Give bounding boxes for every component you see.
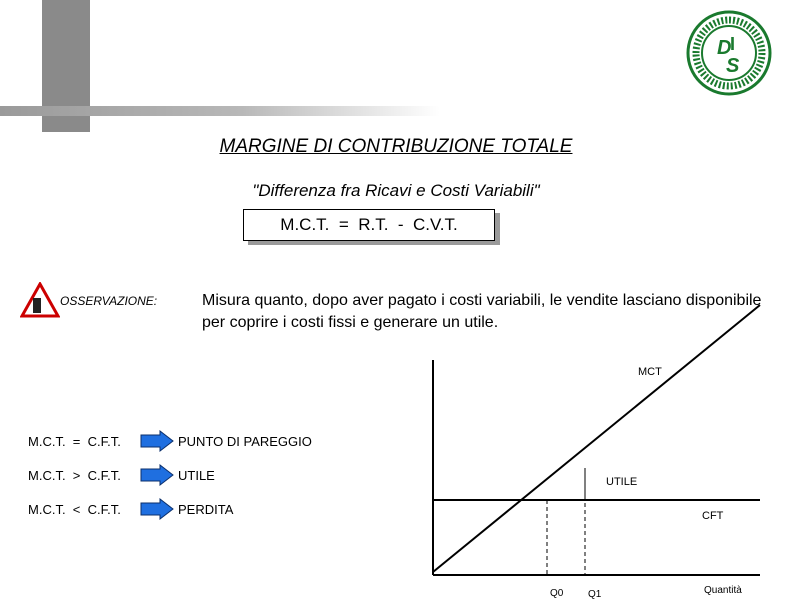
page-subtitle: "Differenza fra Ricavi e Costi Variabili" xyxy=(252,181,540,200)
observation-text: Misura quanto, dopo aver pagato i costi variabili, le vendite lasciano disponibile per coprire i costi fissi e generare un utile. xyxy=(202,292,762,331)
rule-result: UTILE xyxy=(178,468,215,483)
formula-box: M.C.T. = R.T. - C.V.T. xyxy=(243,209,495,241)
svg-text:D: D xyxy=(717,37,732,59)
page-title: MARGINE DI CONTRIBUZIONE TOTALE xyxy=(219,136,573,157)
x-tick-q1: Q1 xyxy=(588,589,602,600)
svg-text:S: S xyxy=(726,55,740,77)
x-tick-q0: Q0 xyxy=(550,588,564,599)
x-axis-label: Quantità xyxy=(704,585,742,596)
observation-label: OSSERVAZIONE: xyxy=(60,294,158,308)
rule-result: PERDITA xyxy=(178,502,234,517)
svg-text:I: I xyxy=(730,34,736,54)
annotation-utile: UTILE xyxy=(606,476,638,488)
series-label-mct: MCT xyxy=(638,366,662,378)
rule-condition: M.C.T. > C.F.T. xyxy=(28,468,121,483)
mct-line xyxy=(433,305,760,572)
rule-condition: M.C.T. < C.F.T. xyxy=(28,502,121,517)
rule-result: PUNTO DI PAREGGIO xyxy=(178,434,312,449)
series-label-cft: CFT xyxy=(702,510,724,522)
rule-condition: M.C.T. = C.F.T. xyxy=(28,434,121,449)
